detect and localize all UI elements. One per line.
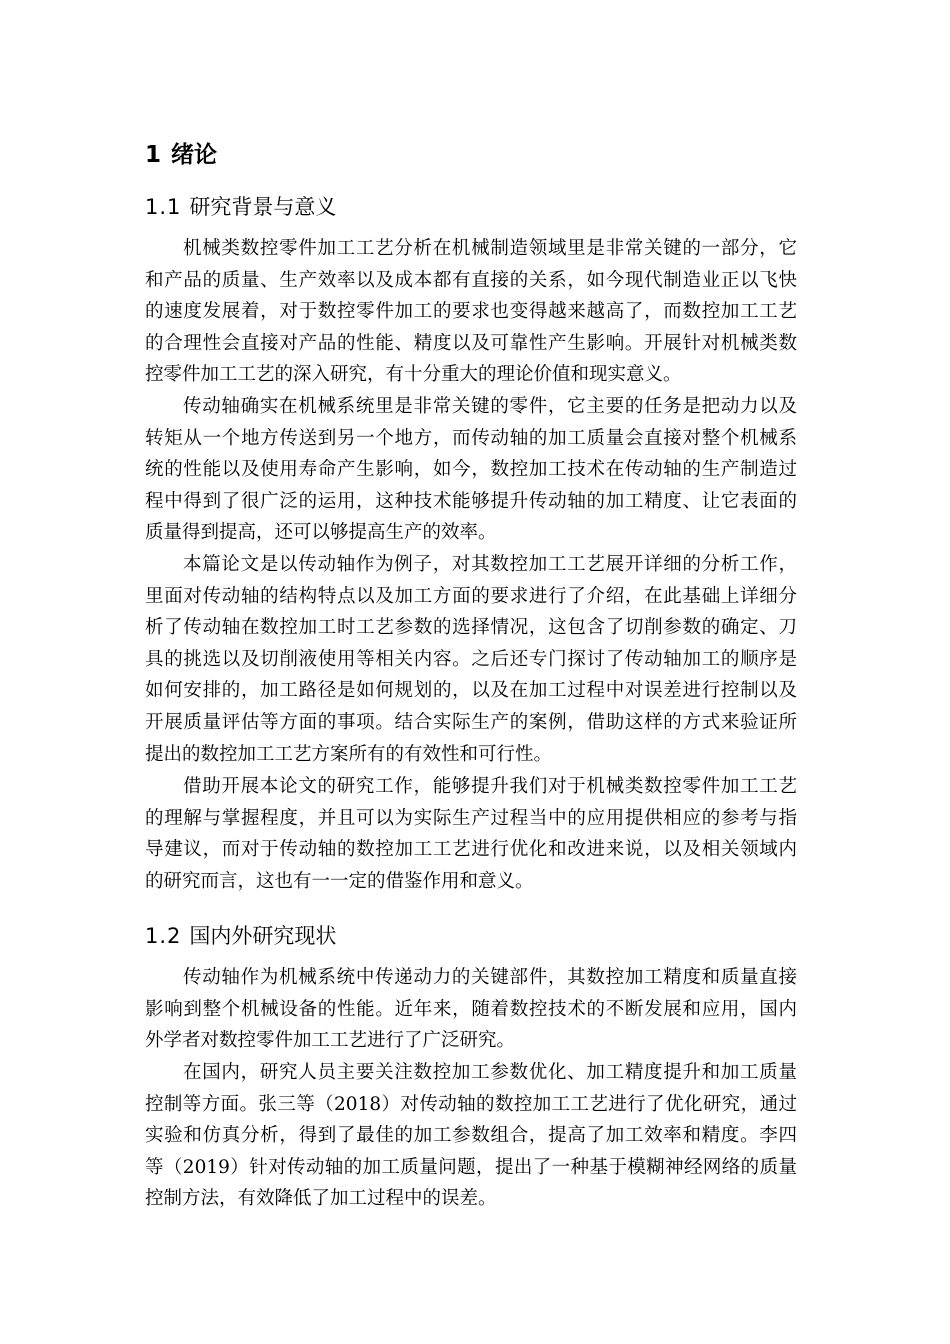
section-title: 国内外研究现状 xyxy=(189,924,337,948)
text-line: 本篇论文是以传动轴作为例子，对其数控加工工艺展开详细的分析工作， xyxy=(183,554,797,575)
text-line: 等（2019）针对传动轴的加工质量问题，提出了一种基于模糊神经网络的质量 xyxy=(145,1156,797,1178)
section-heading-1-2 xyxy=(145,922,336,950)
text-line: 转矩从一个地方传送到另一个地方，而传动轴的加工质量会直接对整个机械系 xyxy=(145,427,797,449)
text-line: 的研究而言，这也有一一定的借鉴作用和意义。 xyxy=(145,870,534,892)
section-number: 1.2 xyxy=(145,924,182,948)
text-line: 实验和仿真分析，得到了最佳的加工参数组合，提高了加工效率和精度。李四 xyxy=(145,1125,797,1147)
text-line: 控零件加工工艺的深入研究，有十分重大的理论价值和现实意义。 xyxy=(145,364,682,386)
text-line: 机械类数控零件加工工艺分析在机械制造领域里是非常关键的一部分，它 xyxy=(183,238,797,259)
text-line: 在国内，研究人员主要关注数控加工参数优化、加工精度提升和加工质量 xyxy=(183,1062,797,1083)
text-line: 里面对传动轴的结构特点以及加工方面的要求进行了介绍，在此基础上详细分 xyxy=(145,585,797,607)
text-line: 具的挑选以及切削液使用等相关内容。之后还专门探讨了传动轴加工的顺序是 xyxy=(145,648,797,670)
section-title: 研究背景与意义 xyxy=(189,195,337,219)
text-line: 的速度发展着，对于数控零件加工的要求也变得越来越高了，而数控加工工艺 xyxy=(145,301,797,323)
text-line: 外学者对数控零件加工工艺进行了广泛研究。 xyxy=(145,1030,516,1052)
chapter-number: 1 xyxy=(145,142,162,168)
paragraph-2 xyxy=(145,391,797,549)
section-number: 1.1 xyxy=(145,195,182,219)
paragraph-1 xyxy=(145,233,797,391)
text-line: 和产品的质量、生产效率以及成本都有直接的关系，如今现代制造业正以飞快 xyxy=(145,269,797,291)
paragraph-5 xyxy=(145,962,797,1057)
text-line: 控制方法，有效降低了加工过程中的误差。 xyxy=(145,1188,497,1210)
chapter-heading xyxy=(145,140,217,170)
text-line: 开展质量评估等方面的事项。结合实际生产的案例，借助这样的方式来验证所 xyxy=(145,711,797,733)
text-line: 控制等方面。张三等（2018）对传动轴的数控加工工艺进行了优化研究，通过 xyxy=(145,1093,797,1115)
text-line: 程中得到了很广泛的运用，这种技术能够提升传动轴的加工精度、让它表面的 xyxy=(145,490,797,512)
paragraph-3 xyxy=(145,549,797,770)
text-line: 传动轴作为机械系统中传递动力的关键部件，其数控加工精度和质量直接 xyxy=(183,967,797,988)
chapter-title: 绪论 xyxy=(171,142,218,168)
text-line: 传动轴确实在机械系统里是非常关键的零件，它主要的任务是把动力以及 xyxy=(183,396,797,417)
text-line: 质量得到提高，还可以够提高生产的效率。 xyxy=(145,522,497,544)
text-line: 提出的数控加工工艺方案所有的有效性和可行性。 xyxy=(145,743,553,765)
text-line: 析了传动轴在数控加工时工艺参数的选择情况，这包含了切削参数的确定、刀 xyxy=(145,617,797,639)
paragraph-4 xyxy=(145,771,797,897)
text-line: 导建议，而对于传动轴的数控加工工艺进行优化和改进来说，以及相关领域内 xyxy=(145,839,797,861)
text-line: 借助开展本论文的研究工作，能够提升我们对于机械类数控零件加工工艺 xyxy=(183,776,797,797)
paragraph-6 xyxy=(145,1057,797,1215)
text-line: 统的性能以及使用寿命产生影响，如今，数控加工技术在传动轴的生产制造过 xyxy=(145,459,797,481)
text-line: 的理解与掌握程度，并且可以为实际生产过程当中的应用提供相应的参考与指 xyxy=(145,807,797,829)
section-heading-1-1 xyxy=(145,193,336,221)
text-line: 的合理性会直接对产品的性能、精度以及可靠性产生影响。开展针对机械类数 xyxy=(145,332,797,354)
text-line: 如何安排的，加工路径是如何规划的，以及在加工过程中对误差进行控制以及 xyxy=(145,680,797,702)
text-line: 影响到整个机械设备的性能。近年来，随着数控技术的不断发展和应用，国内 xyxy=(145,998,797,1020)
